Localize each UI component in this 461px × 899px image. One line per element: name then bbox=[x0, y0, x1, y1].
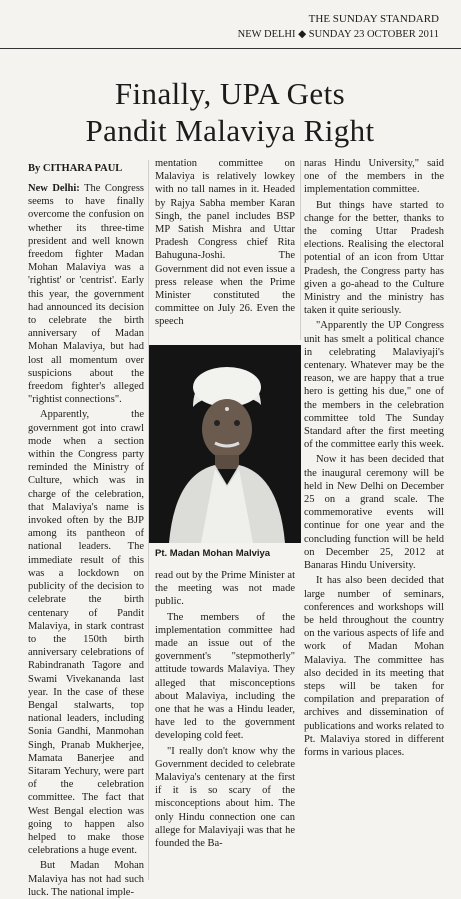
article-column-2-top bbox=[155, 157, 295, 331]
paragraph: The members of the implementation committee had made an issue out of the government's "stepmotherly" attitude towards Malaviya. They alleged that misconceptions about Malaviya, including the one that he was a Hindu leader, have led to the government developing cold feet. bbox=[155, 611, 295, 742]
newspaper-name: THE SUNDAY STANDARD bbox=[308, 13, 439, 25]
dateline: New Delhi: bbox=[28, 183, 80, 194]
paragraph: But things have started to change for the better, thanks to the coming Uttar Pradesh elections. Realising the electoral potential of an icon from Uttar Pradesh, the Congress party has given a go-ahead to the Culture Ministry and the ministry has taken it quite seriously. bbox=[304, 199, 444, 317]
paragraph: read out by the Prime Minister at the meeting was not made public. bbox=[155, 570, 295, 608]
edition-dateline: NEW DELHI ◆ SUNDAY 23 OCTOBER 2011 bbox=[237, 29, 439, 40]
paragraph bbox=[28, 182, 144, 406]
portrait-image bbox=[149, 345, 301, 543]
paragraph: "Apparently the UP Congress unit has smelt a political chance in celebrating Malaviyaji's centenary. Whatever may be the reason, we are happy that a true hero is getting his due," one of the members in the celebration committee told The Sunday Standard after the first meeting of the committee early this week. bbox=[304, 320, 444, 451]
photo-caption: Pt. Madan Mohan Malviya bbox=[155, 548, 271, 559]
article-column-2-bottom bbox=[155, 569, 295, 852]
paragraph: But Madan Mohan Malaviya has not had such luck. The national imple- bbox=[28, 860, 144, 898]
paragraph: Now it has been decided that the inaugural ceremony will be held in New Delhi on December 25 on a grand scale. The commemorative events will continue for one year and the concluding function will be held on December 25, 2012 at Banaras Hindu University. bbox=[304, 454, 444, 572]
paragraph: "I really don't know why the Government decided to celebrate Malaviya's centenary at the first if it is so scary of the misconceptions about him. The only Hindu connection one can allege for Malaviyaji was that he founded the Ba- bbox=[155, 745, 295, 850]
paragraph: mentation committee on Malaviya is relatively lowkey with no tall names in it. Headed by Rajya Sabha member Karan Singh, the panel includes BSP MP Satish Mishra and Uttar Pradesh Congress chief Rita Bahuguna-Joshi. The Government did not even issue a press release when the Prime Minister constituted the committee on July 26. Even the speech bbox=[155, 158, 295, 328]
article-column-1 bbox=[28, 182, 144, 898]
headline-line-2: Pandit Malaviya Right bbox=[85, 113, 375, 148]
masthead-rule bbox=[0, 48, 461, 49]
paragraph: Apparently, the government got into crawl mode when a section within the Congress party reminded the Ministry of Culture, which was in charge of the celebration, that Malaviya's name is invoked often by the BJP among its pantheon of national leaders. The immediate result of this was a lockdown on publicity of the decision to celebrate the birth centenary of Pandit Malaviya, in stark contrast to the 150th birth anniversary celebrations of Rabindranath Tagore and Swami Vivekananda last year. In the case of these Bengal stalwarts, top national leaders, including Sonia Gandhi, Manmohan Singh, Pranab Mukherjee, Mamata Banerjee and Sitaram Yechury, were part of the celebration committee. The fact that West Bengal election was going to happen also helped to make those celebrations a huge event. bbox=[28, 409, 144, 857]
paragraph: It has also been decided that large number of seminars, conferences and workshops will be held throughout the country on the various aspects of life and work of Madan Mohan Malaviya. The committee has also decided in its meeting that steps will be taken for compilation and preparation of archives and dissemination of publications and works related to Pt. Malaviya stored in different forms in various places. bbox=[304, 575, 444, 758]
column-divider bbox=[300, 160, 301, 340]
headline-line-1: Finally, UPA Gets bbox=[114, 76, 346, 111]
article-column-3 bbox=[304, 157, 444, 761]
masthead bbox=[238, 12, 439, 42]
paragraph: naras Hindu University," said one of the members in the implementation committee. bbox=[304, 158, 444, 196]
portrait-photo bbox=[149, 345, 301, 543]
paragraph-text: The Congress seems to have finally overcome the confusion on whether its three-time president and well known freedom fighter Madan Mohan Malaviya was a 'rightist' or 'centrist'. Early this year, the government had announced its decision to celebrate the birth anniversary of Madan Mohan Malaviya, but had lost all momentum over suspicions about the freedom fighter's alleged "rightist connections". bbox=[28, 183, 144, 406]
byline: By CITHARA PAUL bbox=[28, 163, 123, 174]
article-headline bbox=[14, 75, 446, 149]
